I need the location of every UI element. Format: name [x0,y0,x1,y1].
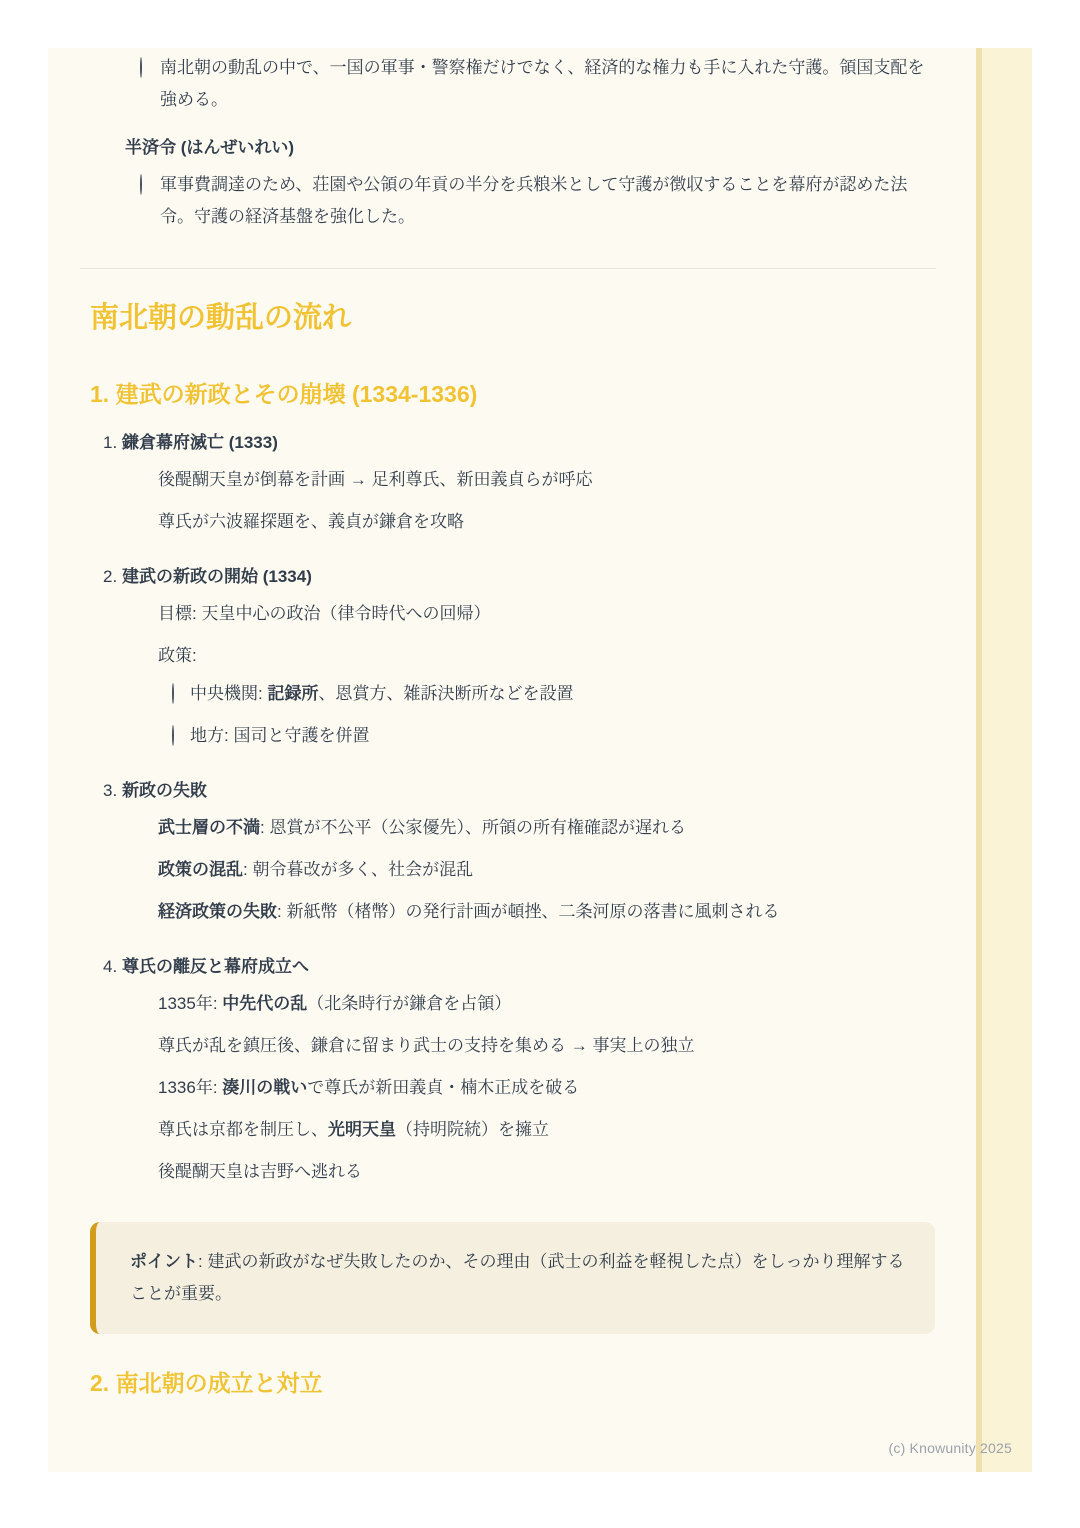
numbered-item-title: 建武の新政の開始 (1334) [122,567,312,586]
list-item [141,854,935,886]
list-item-text [190,720,935,752]
section-heading: 南北朝の動乱の流れ [90,302,352,334]
text-segment: 後醍醐天皇が倒幕を計画 → 足利尊氏、新田義貞らが呼応 [158,470,593,489]
bullet-circle-icon [172,720,190,752]
list-item-text [158,854,935,886]
list-item [141,1072,935,1104]
bullet-circle-icon [172,678,190,710]
text-segment: 、恩賞方、雑訴決断所などを設置 [318,684,574,703]
text-segment: （持明院統）を擁立 [396,1120,549,1139]
list-item-text [158,812,935,844]
list-item-text [158,506,935,538]
text-segment: 後醍醐天皇は吉野へ逃れる [158,1162,362,1181]
list-item [141,506,935,538]
bullet-dot-icon [141,464,158,496]
list-item [172,720,935,752]
section-divider [80,268,936,269]
callout-text: : 建武の新政がなぜ失敗したのか、その理由（武士の利益を軽視した点）をしっかり理解することが重要。 [130,1252,905,1303]
numbered-item [90,427,935,538]
list-item-text [158,896,935,928]
subsection-heading-2: 2. 南北朝の成立と対立 [90,1370,323,1396]
text-segment: 尊氏が乱を鎮圧後、鎌倉に留まり武士の支持を集める → 事実上の独立 [158,1036,695,1055]
text-segment: で尊氏が新田義貞・楠木正成を破る [307,1078,580,1097]
list-item [140,52,935,116]
list-item-text [158,1072,935,1104]
numbered-item-head [103,951,935,983]
bullet-dot-icon [141,1072,158,1104]
list-item [141,1114,935,1146]
text-segment: 目標: 天皇中心の政治（律令時代への回帰） [158,604,491,623]
text-segment: 中央機関: [190,684,268,703]
list-item-text [158,640,935,672]
page-content [48,48,935,1398]
numbered-item [90,775,935,928]
numbered-item-index: 2. [103,567,118,586]
bullet-dot-icon [141,854,158,886]
text-segment: : 恩賞が不公平（公家優先）、所領の所有権確認が遅れる [260,818,686,837]
list-item-text: 南北朝の動乱の中で、一国の軍事・警察権だけでなく、経済的な権力も手に入れた守護。領国支配を強める。 [160,58,925,109]
numbered-item-index: 3. [103,781,118,800]
bold-segment: 経済政策の失敗 [158,902,277,921]
callout-box [90,1222,935,1334]
callout-label: ポイント [130,1252,198,1271]
list-item [141,812,935,844]
numbered-item [90,561,935,752]
list-item-text [158,464,935,496]
bullet-dot-icon [141,1030,158,1062]
bold-segment: 光明天皇 [328,1120,396,1139]
bullet-dot-icon [141,1156,158,1188]
text-segment: : 朝令暮改が多く、社会が混乱 [243,860,474,879]
bold-segment: 湊川の戦い [222,1078,308,1097]
text-segment: 尊氏が六波羅探題を、義貞が鎌倉を攻略 [158,512,464,531]
text-segment: 1336年: [158,1078,223,1097]
bullet-circle-icon [140,52,160,116]
bullet-dot-icon [141,896,158,928]
text-segment: 地方: 国司と守護を併置 [190,726,370,745]
bullet-dot-icon [141,640,158,672]
bullet-circle-icon [140,169,160,233]
bullet-dot-icon [141,506,158,538]
list-item [141,896,935,928]
bold-segment: 武士層の不満 [158,818,260,837]
bold-segment: 記録所 [267,684,319,703]
list-item [172,678,935,710]
list-item-text [158,988,935,1020]
list-item [141,1156,935,1188]
numbered-item-title: 尊氏の離反と幕府成立へ [122,957,309,976]
numbered-item-index: 4. [103,957,118,976]
bullet-dot-icon [141,988,158,1020]
text-segment: 尊氏は京都を制圧し、 [158,1120,328,1139]
numbered-item-title: 鎌倉幕府滅亡 (1333) [122,433,278,452]
text-segment: 1335年: [158,994,223,1013]
text-segment: : 新紙幣（楮幣）の発行計画が頓挫、二条河原の落書に風刺される [277,902,780,921]
numbered-item [90,951,935,1188]
numbered-item-head [103,775,935,807]
bullet-dot-icon [141,1114,158,1146]
page-edge-stripe [976,48,1032,1472]
list-item-text [158,1114,935,1146]
text-segment: 政策: [158,646,197,665]
list-item [141,988,935,1020]
list-item [141,640,935,672]
list-item-text: 軍事費調達のため、荘園や公領の年貢の半分を兵粮米として守護が徴収することを幕府が認めた法令。守護の経済基盤を強化した。 [160,175,908,226]
list-item-text [158,598,935,630]
list-item [107,132,935,164]
list-item-text [158,1030,935,1062]
term-label: 半済令 (はんぜいれい) [125,138,295,157]
numbered-item-head [103,561,935,593]
copyright-notice: (c) Knowunity 2025 [888,1440,1012,1456]
subsection-heading-1: 1. 建武の新政とその崩壊 (1334-1336) [90,381,478,407]
numbered-item-title: 新政の失敗 [122,781,207,800]
bullet-dot-icon [141,598,158,630]
document-page [48,48,1032,1472]
list-item [140,169,935,233]
numbered-item-index: 1. [103,433,118,452]
bold-segment: 中先代の乱 [222,994,308,1013]
list-item [141,1030,935,1062]
list-item [141,598,935,630]
list-item [141,464,935,496]
numbered-item-head [103,427,935,459]
bullet-dot-icon [141,812,158,844]
bullet-dot-icon [107,132,125,164]
list-item-text [158,1156,935,1188]
list-item-text [190,678,935,710]
text-segment: （北条時行が鎌倉を占領） [307,994,512,1013]
bold-segment: 政策の混乱 [158,860,243,879]
